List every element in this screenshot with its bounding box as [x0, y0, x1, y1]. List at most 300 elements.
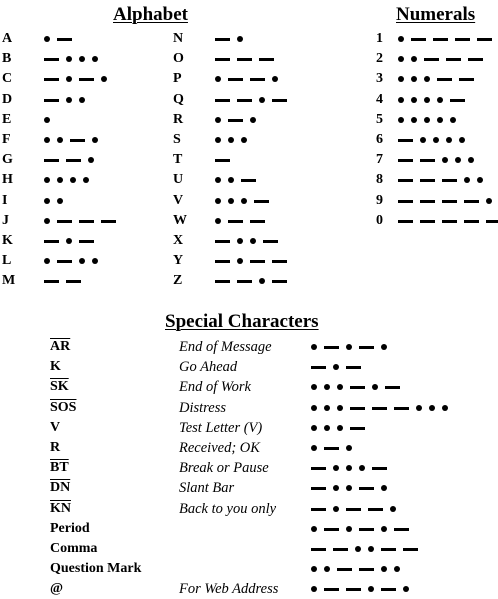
- morse-dot: [215, 218, 221, 224]
- morse-code-pattern: [311, 579, 409, 599]
- morse-dash: [398, 200, 413, 203]
- special-character-meaning: Test Letter (V): [179, 419, 263, 436]
- morse-dot: [372, 384, 378, 390]
- morse-code-pattern: [215, 150, 230, 170]
- morse-dash: [228, 119, 243, 122]
- morse-dot: [44, 218, 50, 224]
- morse-dot: [468, 157, 474, 163]
- morse-code-pattern: [311, 438, 352, 458]
- letter-label: L: [2, 253, 12, 269]
- morse-dot: [437, 97, 443, 103]
- morse-dot: [450, 117, 456, 123]
- morse-dot: [368, 546, 374, 552]
- morse-dot: [464, 177, 470, 183]
- morse-dot: [311, 405, 317, 411]
- morse-code-pattern: [398, 49, 483, 69]
- morse-dot: [228, 198, 234, 204]
- morse-dot: [398, 36, 404, 42]
- morse-dot: [92, 258, 98, 264]
- numeral-label: 6: [376, 132, 383, 147]
- morse-dot: [446, 137, 452, 143]
- morse-code-pattern: [44, 69, 107, 89]
- morse-dash: [420, 179, 435, 182]
- morse-code-pattern: [44, 231, 94, 251]
- morse-dot: [333, 485, 339, 491]
- numeral-label: 5: [376, 111, 383, 127]
- letter-label: B: [2, 51, 12, 67]
- morse-dot: [311, 526, 317, 532]
- morse-dot: [57, 177, 63, 183]
- special-character-meaning: Distress: [179, 399, 226, 416]
- morse-dot: [390, 506, 396, 512]
- morse-dash: [442, 200, 457, 203]
- special-character-label: V: [50, 419, 61, 435]
- morse-code-pattern: [311, 539, 418, 559]
- morse-dash: [215, 280, 230, 283]
- numeral-label: 7: [376, 152, 383, 168]
- morse-dot: [442, 405, 448, 411]
- morse-dot: [437, 117, 443, 123]
- morse-dot: [459, 137, 465, 143]
- morse-dash: [411, 38, 426, 41]
- morse-code-pattern: [44, 191, 63, 211]
- morse-dash: [215, 99, 230, 102]
- special-character-meaning: End of Message: [179, 339, 272, 355]
- morse-dash: [250, 260, 265, 263]
- morse-dash: [346, 508, 361, 511]
- morse-dot: [424, 76, 430, 82]
- morse-dash: [57, 260, 72, 263]
- morse-dash: [359, 568, 374, 571]
- morse-code-pattern: [311, 499, 396, 519]
- letter-label: J: [2, 212, 9, 228]
- morse-code-pattern: [398, 150, 474, 170]
- morse-dot: [381, 526, 387, 532]
- morse-code-pattern: [44, 49, 98, 69]
- letter-label: F: [2, 132, 11, 147]
- morse-dot: [57, 137, 63, 143]
- morse-dot: [337, 384, 343, 390]
- special-character-label: $\overline{KN}$: [50, 500, 71, 516]
- morse-code-pattern: [398, 130, 465, 150]
- morse-dash: [324, 447, 339, 450]
- morse-code-pattern: [311, 458, 387, 478]
- morse-dot: [359, 465, 365, 471]
- morse-dot: [346, 344, 352, 350]
- morse-code-pattern: [215, 29, 243, 49]
- morse-dot: [272, 76, 278, 82]
- morse-dash: [359, 487, 374, 490]
- special-character-label: R: [50, 440, 61, 455]
- letter-label: G: [2, 152, 13, 168]
- morse-dot: [411, 117, 417, 123]
- morse-dot: [241, 198, 247, 204]
- morse-code-pattern: [215, 110, 256, 130]
- morse-dash: [385, 386, 400, 389]
- morse-dot: [346, 445, 352, 451]
- numerals-heading: Numerals: [396, 4, 476, 25]
- morse-dot: [398, 56, 404, 62]
- morse-dash: [215, 159, 230, 162]
- morse-dot: [228, 137, 234, 143]
- morse-dash: [394, 528, 409, 531]
- morse-dash: [437, 78, 452, 81]
- morse-dot: [250, 117, 256, 123]
- morse-code-pattern: [44, 90, 85, 110]
- letter-label: N: [173, 31, 184, 46]
- special-character-label: Comma: [50, 541, 98, 556]
- morse-code-pattern: [44, 271, 81, 291]
- morse-dash: [468, 58, 483, 61]
- morse-dash: [311, 467, 326, 470]
- letter-label: T: [173, 152, 183, 168]
- morse-dash: [272, 99, 287, 102]
- morse-dot: [346, 465, 352, 471]
- morse-dot: [101, 76, 107, 82]
- morse-code-pattern: [311, 478, 387, 498]
- morse-dot: [311, 586, 317, 592]
- morse-dot: [215, 76, 221, 82]
- morse-dash: [324, 346, 339, 349]
- morse-dash: [433, 38, 448, 41]
- morse-dash: [44, 159, 59, 162]
- morse-code-pattern: [311, 559, 400, 579]
- morse-dash: [459, 78, 474, 81]
- morse-code-pattern: [215, 90, 287, 110]
- morse-dash: [477, 38, 492, 41]
- special-character-meaning: Go Ahead: [179, 359, 238, 376]
- morse-code-pattern: [215, 231, 278, 251]
- letter-label: C: [2, 71, 13, 87]
- special-character-meaning: For Web Address: [179, 581, 279, 598]
- morse-dash: [70, 139, 85, 142]
- special-character-label: @: [50, 581, 64, 597]
- letter-label: K: [2, 233, 13, 248]
- morse-dot: [44, 198, 50, 204]
- special-character-label: $\overline{AR}$: [50, 339, 71, 354]
- morse-dash: [350, 427, 365, 430]
- special-character-label: $\overline{DN}$: [50, 480, 71, 496]
- morse-dot: [455, 157, 461, 163]
- letter-label: Q: [173, 91, 184, 107]
- morse-dash: [79, 240, 94, 243]
- morse-dot: [215, 198, 221, 204]
- morse-dot: [66, 56, 72, 62]
- special-character-meaning: Received; OK: [179, 440, 260, 456]
- morse-dot: [44, 36, 50, 42]
- morse-dot: [79, 56, 85, 62]
- morse-dash: [403, 548, 418, 551]
- morse-dot: [398, 117, 404, 123]
- morse-dot: [324, 384, 330, 390]
- numeral-label: 1: [376, 31, 383, 46]
- morse-dot: [398, 76, 404, 82]
- morse-dash: [215, 38, 230, 41]
- morse-dot: [92, 56, 98, 62]
- morse-dot: [215, 177, 221, 183]
- morse-dash: [44, 240, 59, 243]
- morse-dot: [411, 76, 417, 82]
- special-character-meaning: Back to you only: [179, 500, 277, 517]
- morse-code-pattern: [398, 110, 456, 130]
- morse-code-pattern: [215, 170, 256, 190]
- letter-label: E: [2, 111, 12, 127]
- morse-dot: [66, 97, 72, 103]
- morse-dash: [44, 58, 59, 61]
- morse-dash: [241, 179, 256, 182]
- morse-code-pattern: [311, 337, 387, 357]
- morse-dash: [272, 280, 287, 283]
- morse-dash: [464, 200, 479, 203]
- morse-dot: [346, 485, 352, 491]
- morse-dot: [333, 364, 339, 370]
- morse-dot: [237, 258, 243, 264]
- morse-dash: [372, 467, 387, 470]
- morse-code-pattern: [398, 29, 492, 49]
- morse-dash: [398, 179, 413, 182]
- morse-dot: [250, 238, 256, 244]
- morse-dot: [394, 566, 400, 572]
- morse-dot: [44, 258, 50, 264]
- letter-label: R: [173, 111, 184, 127]
- morse-code-pattern: [398, 191, 492, 211]
- morse-dot: [411, 56, 417, 62]
- morse-code-pattern: [398, 69, 474, 89]
- morse-dash: [101, 220, 116, 223]
- morse-dot: [79, 97, 85, 103]
- morse-dash: [311, 487, 326, 490]
- morse-dash: [464, 220, 479, 223]
- letter-label: I: [2, 192, 8, 208]
- morse-dot: [420, 137, 426, 143]
- morse-dash: [237, 280, 252, 283]
- letter-label: D: [2, 91, 13, 107]
- morse-dot: [88, 157, 94, 163]
- numeral-label: 2: [376, 51, 383, 67]
- morse-code-pattern: [215, 130, 247, 150]
- letter-label: O: [173, 51, 184, 67]
- numeral-label: 0: [376, 212, 383, 228]
- morse-dot: [333, 506, 339, 512]
- morse-code-pattern: [311, 519, 409, 539]
- morse-dash: [263, 240, 278, 243]
- morse-dot: [70, 177, 76, 183]
- morse-dot: [259, 97, 265, 103]
- morse-dot: [424, 97, 430, 103]
- morse-dash: [324, 528, 339, 531]
- letter-label: H: [2, 172, 13, 188]
- morse-code-pattern: [311, 377, 400, 397]
- morse-dash: [250, 78, 265, 81]
- morse-dot: [311, 445, 317, 451]
- numeral-label: 8: [376, 172, 383, 188]
- morse-dash: [250, 220, 265, 223]
- morse-dot: [416, 405, 422, 411]
- morse-dot: [368, 586, 374, 592]
- morse-code-pattern: [215, 211, 265, 231]
- morse-dot: [411, 97, 417, 103]
- morse-code-pattern: [215, 191, 269, 211]
- special-character-label: Question Mark: [50, 561, 142, 577]
- morse-dot: [44, 117, 50, 123]
- morse-dot: [442, 157, 448, 163]
- morse-dash: [228, 220, 243, 223]
- morse-dash: [359, 346, 374, 349]
- morse-code-pattern: [215, 271, 287, 291]
- morse-dash: [272, 260, 287, 263]
- morse-dot: [215, 137, 221, 143]
- morse-dash: [381, 548, 396, 551]
- morse-dash: [259, 58, 274, 61]
- morse-dash: [372, 407, 387, 410]
- morse-dash: [66, 159, 81, 162]
- morse-dash: [420, 159, 435, 162]
- letter-label: A: [2, 31, 13, 46]
- morse-dot: [398, 97, 404, 103]
- morse-dash: [228, 78, 243, 81]
- morse-dash: [57, 38, 72, 41]
- morse-dash: [215, 58, 230, 61]
- morse-dot: [311, 425, 317, 431]
- morse-code-pattern: [44, 29, 72, 49]
- morse-dot: [424, 117, 430, 123]
- morse-dash: [394, 407, 409, 410]
- morse-dot: [346, 526, 352, 532]
- morse-dash: [350, 386, 365, 389]
- morse-dash: [337, 568, 352, 571]
- letter-label: S: [173, 132, 181, 147]
- morse-dash: [442, 179, 457, 182]
- morse-dot: [355, 546, 361, 552]
- morse-dash: [333, 548, 348, 551]
- morse-code-pattern: [398, 90, 465, 110]
- special-character-label: Period: [50, 520, 90, 536]
- morse-dot: [237, 238, 243, 244]
- morse-dash: [57, 220, 72, 223]
- morse-dash: [442, 220, 457, 223]
- letter-label: X: [173, 233, 184, 248]
- morse-code-pattern: [44, 110, 50, 130]
- morse-dash: [66, 280, 81, 283]
- morse-dot: [311, 384, 317, 390]
- letter-label: P: [173, 71, 182, 87]
- morse-dot: [403, 586, 409, 592]
- morse-dot: [337, 405, 343, 411]
- morse-dash: [398, 159, 413, 162]
- morse-dash: [215, 260, 230, 263]
- morse-dot: [477, 177, 483, 183]
- morse-dash: [346, 366, 361, 369]
- morse-dot: [79, 258, 85, 264]
- morse-dash: [44, 99, 59, 102]
- morse-dot: [44, 137, 50, 143]
- morse-dash: [44, 78, 59, 81]
- letter-label: U: [173, 172, 184, 188]
- special-character-meaning: Slant Bar: [179, 480, 235, 497]
- morse-dot: [311, 344, 317, 350]
- morse-dot: [381, 566, 387, 572]
- morse-dash: [359, 528, 374, 531]
- morse-dot: [259, 278, 265, 284]
- morse-dot: [57, 198, 63, 204]
- special-character-label: K: [50, 359, 61, 375]
- morse-dot: [92, 137, 98, 143]
- morse-code-pattern: [44, 211, 116, 231]
- morse-dot: [44, 177, 50, 183]
- alphabet-heading: Alphabet: [113, 4, 188, 25]
- morse-dash: [446, 58, 461, 61]
- morse-code-pattern: [311, 398, 448, 418]
- morse-code-pattern: [215, 69, 278, 89]
- special-character-meaning: End of Work: [179, 379, 251, 396]
- morse-dash: [398, 220, 413, 223]
- morse-dash: [44, 280, 59, 283]
- morse-dot: [324, 405, 330, 411]
- morse-code-pattern: [215, 251, 287, 271]
- special-character-label: $\overline{SK}$: [50, 379, 69, 395]
- morse-code-pattern: [44, 150, 94, 170]
- morse-code-pattern: [398, 211, 498, 231]
- morse-dash: [237, 58, 252, 61]
- morse-dash: [455, 38, 470, 41]
- morse-dash: [324, 588, 339, 591]
- numeral-label: 3: [376, 71, 383, 87]
- numeral-label: 4: [376, 91, 383, 107]
- morse-dash: [381, 588, 396, 591]
- morse-dot: [381, 485, 387, 491]
- morse-dot: [66, 76, 72, 82]
- morse-dot: [324, 566, 330, 572]
- morse-dot: [66, 238, 72, 244]
- morse-code-pattern: [44, 170, 89, 190]
- morse-dot: [228, 177, 234, 183]
- morse-dash: [450, 99, 465, 102]
- letter-label: Z: [173, 273, 183, 289]
- letter-label: Y: [173, 253, 184, 269]
- morse-dash: [486, 220, 498, 223]
- morse-code-pattern: [44, 130, 98, 150]
- morse-dash: [237, 99, 252, 102]
- morse-dot: [311, 566, 317, 572]
- morse-dash: [79, 78, 94, 81]
- morse-dash: [368, 508, 383, 511]
- morse-dash: [311, 366, 326, 369]
- letter-label: M: [2, 273, 16, 289]
- special-character-label: $\overline{SOS}$: [50, 399, 77, 415]
- morse-code-pattern: [311, 418, 365, 438]
- morse-dash: [79, 220, 94, 223]
- morse-dot: [381, 344, 387, 350]
- morse-dash: [350, 407, 365, 410]
- morse-code-pattern: [215, 49, 274, 69]
- morse-dot: [333, 465, 339, 471]
- morse-dash: [398, 139, 413, 142]
- morse-dash: [311, 508, 326, 511]
- special-character-label: $\overline{BT}$: [50, 460, 69, 476]
- morse-dot: [433, 137, 439, 143]
- numeral-label: 9: [376, 192, 383, 208]
- letter-label: V: [173, 192, 184, 208]
- special-character-meaning: Break or Pause: [179, 460, 269, 477]
- morse-dash: [346, 588, 361, 591]
- morse-code-pattern: [311, 357, 361, 377]
- morse-dash: [420, 200, 435, 203]
- morse-dot: [486, 198, 492, 204]
- morse-dot: [237, 36, 243, 42]
- morse-dot: [83, 177, 89, 183]
- morse-code-pattern: [398, 170, 483, 190]
- letter-label: W: [173, 212, 187, 228]
